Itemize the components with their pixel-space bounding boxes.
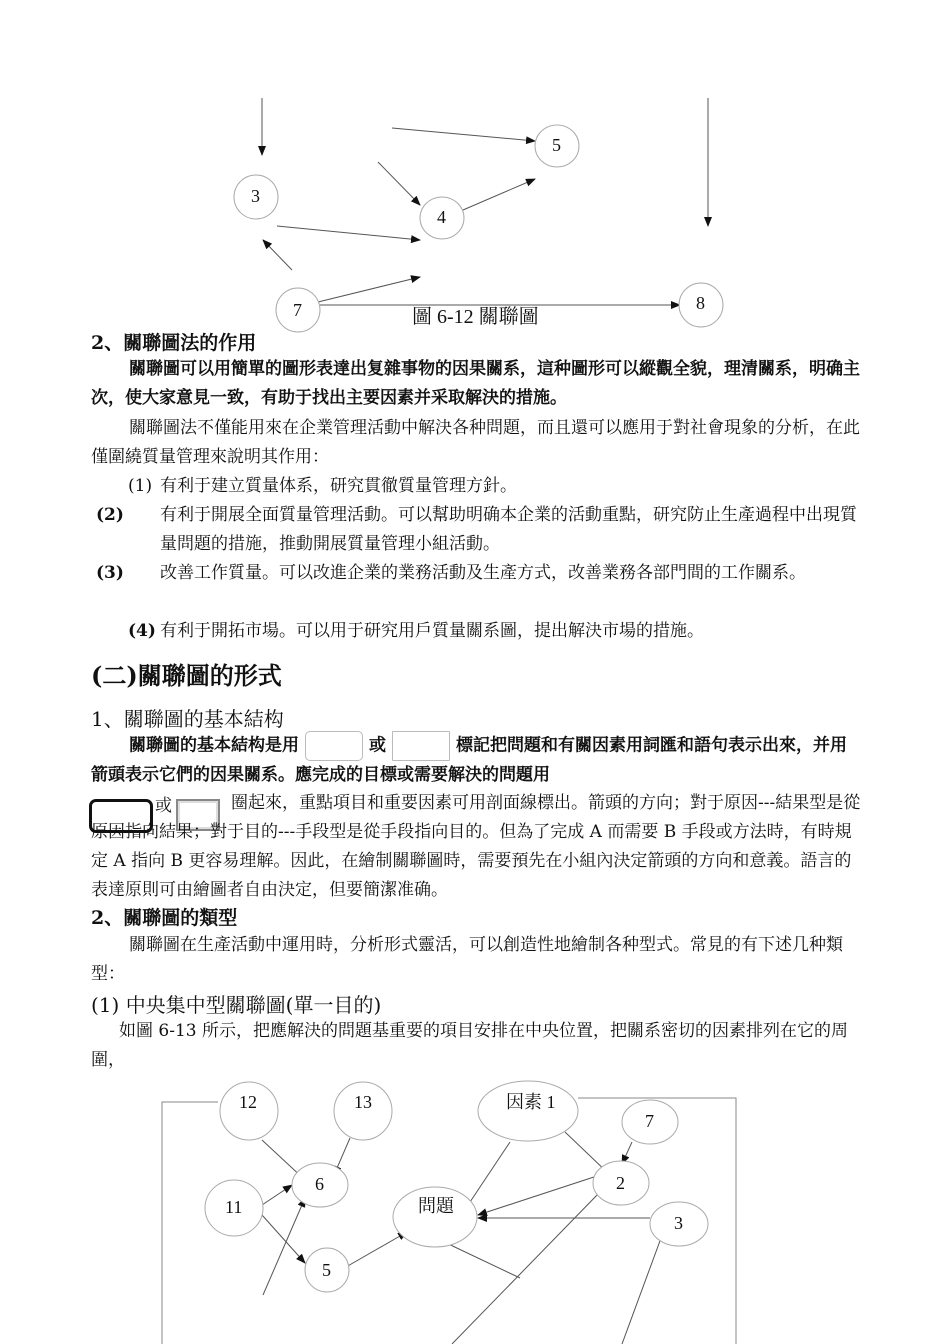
list-item: [128, 472, 863, 501]
node-factor1-label: 因素 1: [506, 1092, 556, 1112]
list-item: [96, 559, 863, 588]
function-paragraph: 關聯圖法不僅能用來在企業管理活動中解決各种問題，而且還可以應用于對社會現象的分析，在此僅圍繞質量管理來說明其作用：: [91, 418, 860, 467]
subheading-types: 2、關聯圖的類型: [91, 907, 238, 929]
structure-rest-paragraph: 圈起來，重點項目和重要因素可用剖面線標出。箭頭的方向；對于原因---結果型是從原因指向結果；對于目的---手段型是從手段指向目的。但為了完成 A 而需要 B 手段或方法時，有時規定 A 指向 B 更容易理解。因此，在繪制關聯圖時，需要預先在小組內決定箭頭的方向和意義。語言的表達原則可由繪圖者自由決定，但要簡潔准确。: [91, 793, 861, 900]
figure-caption: 圖 6-12 關聯圖: [412, 306, 539, 328]
node-2-label: 2: [616, 1173, 625, 1193]
node-8-label: 8: [696, 293, 705, 313]
list-text: 有利于開拓市場。可以用于研究用戶質量關系圖，提出解決市場的措施。: [160, 621, 704, 641]
bold-paragraph: 關聯圖可以用簡單的圖形表達出复雜事物的因果關系，這种圖形可以縱觀全貌，理清關系，明确主次，使大家意見一致，有助于找出主要因素并采取解決的措施。: [91, 359, 860, 408]
section-heading-function: 2、關聯圖法的作用: [91, 332, 257, 354]
subheading-structure: 1、關聯圖的基本結构: [91, 707, 284, 731]
list-item: [96, 501, 863, 559]
list-number: (1): [128, 476, 153, 496]
top-relation-diagram: [0, 0, 950, 340]
central-relation-diagram: [0, 1080, 950, 1344]
node-12-label: 12: [239, 1092, 257, 1112]
node-5-label: 5: [552, 135, 561, 155]
node-7b-label: 7: [645, 1111, 654, 1131]
list-number: (3): [96, 563, 124, 583]
rounded-box-symbol: [305, 731, 363, 761]
list-text: 改善工作質量。可以改進企業的業務活動及生產方式，改善業務各部門間的工作關系。: [160, 563, 806, 583]
structure-text-b: 標記把問題和有關因素用詞匯和語句表示出來，并用箭頭表示它們的因果關系。應完成的目標或需要解決的問題用: [91, 735, 847, 785]
node-5b-label: 5: [322, 1260, 331, 1280]
list-text: 有利于開展全面質量管理活動。可以幫助明确本企業的活動重點，研究防止生產過程中出現質量問題的措施，推動開展質量管理小組活動。: [160, 505, 857, 554]
node-13-label: 13: [354, 1092, 372, 1112]
list-text: 有利于建立質量体系，研究貫徹質量管理方針。: [160, 476, 517, 496]
node-3-label: 3: [251, 186, 260, 206]
list-number: (4): [128, 621, 156, 641]
node-4-label: 4: [437, 207, 446, 227]
or-text-2: 或: [155, 796, 172, 816]
node-7-label: 7: [293, 300, 302, 320]
part-heading: (二)關聯圖的形式: [91, 661, 282, 690]
structure-text-a: 關聯圖的基本結构是用: [129, 735, 299, 756]
or-text: 或: [369, 735, 386, 756]
list-item: [128, 617, 863, 646]
list-number: (2): [96, 505, 124, 525]
square-box-symbol: [392, 731, 450, 761]
node-11-label: 11: [225, 1197, 243, 1217]
type1-heading: (1) 中央集中型關聯圖(單一目的): [91, 993, 382, 1017]
node-6-label: 6: [315, 1174, 324, 1194]
node-problem-label: 問題: [418, 1196, 454, 1216]
node-3b-label: 3: [674, 1213, 683, 1233]
structure-paragraph: [91, 731, 861, 790]
types-paragraph: 關聯圖在生產活動中運用時，分析形式靈活，可以創造性地繪制各种型式。常見的有下述几种類型：: [91, 935, 843, 984]
type1-description: 如圖 6-13 所示，把應解決的問題基重要的項目安排在中央位置，把關系密切的因素排列在它的周圍，: [91, 1021, 848, 1070]
